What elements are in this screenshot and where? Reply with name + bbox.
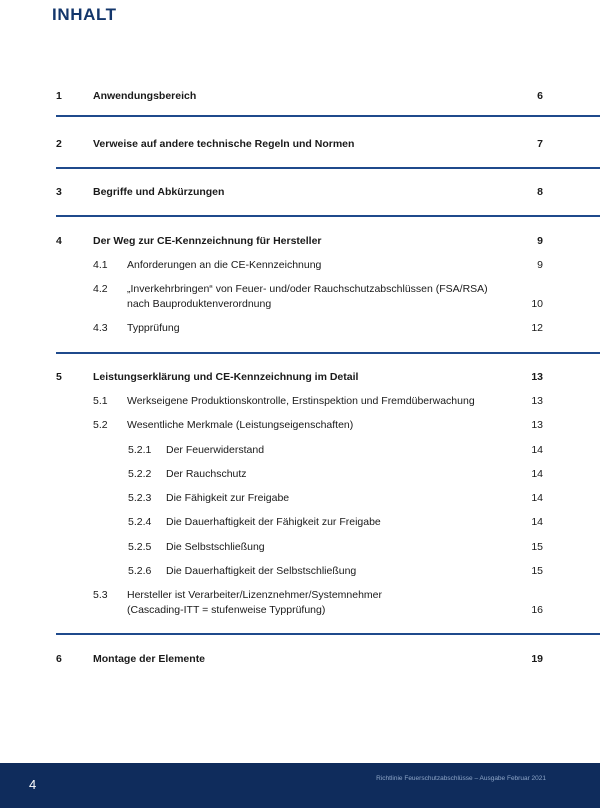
- toc-number: 4.3: [93, 322, 108, 334]
- toc-page: 13: [531, 371, 543, 383]
- toc-number: 3: [56, 186, 62, 198]
- toc-number: 4: [56, 235, 62, 247]
- toc-title: Verweise auf andere technische Regeln und Normen: [93, 138, 355, 150]
- section-divider: [56, 633, 600, 635]
- page-footer: [0, 763, 600, 808]
- toc-page: 7: [537, 138, 543, 150]
- toc-page: 14: [531, 444, 543, 456]
- toc-title: Wesentliche Merkmale (Leistungseigenschaften): [127, 419, 354, 431]
- toc-title: Montage der Elemente: [93, 653, 206, 665]
- toc-page: 19: [531, 653, 543, 665]
- toc-page: 14: [531, 468, 543, 480]
- toc-title: Die Dauerhaftigkeit der Selbstschließung: [166, 565, 357, 577]
- section-divider: [56, 215, 600, 217]
- toc-title: Anforderungen an die CE-Kennzeichnung: [127, 259, 322, 271]
- toc-page: 6: [537, 90, 543, 102]
- toc-page: 9: [537, 259, 543, 271]
- toc-title: Die Dauerhaftigkeit der Fähigkeit zur Freigabe: [166, 516, 381, 528]
- toc-number: 5: [56, 371, 62, 383]
- toc-title: Begriffe und Abkürzungen: [93, 186, 225, 198]
- toc-number: 6: [56, 653, 62, 665]
- toc-title: Werkseigene Produktionskontrolle, Erstinspektion und Fremdüberwachung: [127, 395, 475, 407]
- toc-page: 15: [531, 541, 543, 553]
- toc-number: 5.1: [93, 395, 108, 407]
- toc-title: Der Feuerwiderstand: [166, 444, 265, 456]
- page-title: INHALT: [52, 5, 117, 24]
- toc-page: 16: [531, 604, 543, 616]
- toc-page: 12: [531, 322, 543, 334]
- toc-number: 2: [56, 138, 62, 150]
- section-divider: [56, 352, 600, 354]
- toc-title: Typprüfung: [127, 322, 180, 334]
- toc-number: 5.2.3: [128, 492, 152, 504]
- toc-title: Hersteller ist Verarbeiter/Lizenznehmer/Systemnehmer (Cascading-ITT = stufenweise Typprüfung): [127, 589, 383, 616]
- toc-page: 8: [537, 186, 543, 198]
- toc-title: Anwendungsbereich: [93, 90, 197, 102]
- toc-number: 1: [56, 90, 62, 102]
- section-divider: [56, 115, 600, 117]
- footer-publication-title: Richtlinie Feuerschutzabschlüsse – Ausgabe Februar 2021: [376, 775, 546, 782]
- toc-page: 13: [531, 395, 543, 407]
- toc-number: 5.2: [93, 419, 108, 431]
- toc-title: Die Fähigkeit zur Freigabe: [166, 492, 290, 504]
- toc-number: 4.2: [93, 283, 108, 295]
- toc-number: 5.2.4: [128, 516, 152, 528]
- toc-page: 13: [531, 419, 543, 431]
- toc-page: 9: [537, 235, 543, 247]
- toc-title: „Inverkehrbringen“ von Feuer- und/oder Rauchschutzabschlüssen (FSA/RSA) nach Bauproduktenverordnung: [127, 283, 488, 310]
- toc-page: 14: [531, 492, 543, 504]
- toc-title: Der Rauchschutz: [166, 468, 247, 480]
- toc-title: Der Weg zur CE-Kennzeichnung für Hersteller: [93, 235, 322, 247]
- toc-number: 5.3: [93, 589, 108, 601]
- toc-title: Leistungserklärung und CE-Kennzeichnung im Detail: [93, 371, 359, 383]
- section-divider: [56, 167, 600, 169]
- toc-number: 5.2.5: [128, 541, 152, 553]
- toc-number: 5.2.2: [128, 468, 152, 480]
- toc-page: 14: [531, 516, 543, 528]
- toc-title: Die Selbstschließung: [166, 541, 265, 553]
- toc-number: 4.1: [93, 259, 108, 271]
- toc-page: 15: [531, 565, 543, 577]
- toc-number: 5.2.6: [128, 565, 152, 577]
- toc-number: 5.2.1: [128, 444, 152, 456]
- toc-page: 10: [531, 298, 543, 310]
- footer-page-number: 4: [29, 777, 37, 792]
